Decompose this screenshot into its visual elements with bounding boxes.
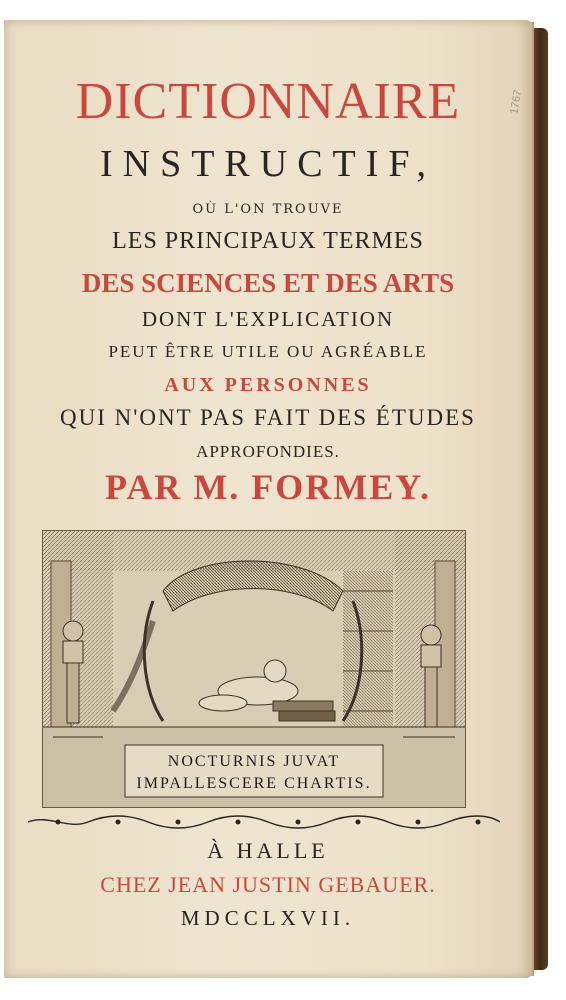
- subtitle-line-approfondies: APPROFONDIES.: [196, 442, 340, 461]
- book-spine: [532, 28, 548, 970]
- subtitle-line-etudes: QUI N'ONT PAS FAIT DES ÉTUDES: [60, 405, 476, 430]
- author-line: PAR M. FORMEY.: [105, 467, 431, 507]
- title-line-instructif: INSTRUCTIF,: [99, 143, 437, 185]
- pencil-annotation: 1767: [508, 88, 525, 116]
- title-line-dictionnaire: DICTIONNAIRE: [75, 73, 461, 130]
- imprint-year: MDCCLXVII.: [180, 906, 356, 930]
- subtitle-line-principaux-termes: LES PRINCIPAUX TERMES: [112, 228, 424, 254]
- vignette-motto-line1: NOCTURNIS JUVAT: [167, 753, 341, 770]
- imprint-publisher: CHEZ JEAN JUSTIN GEBAUER.: [100, 872, 436, 897]
- printers-ornament-rule: [28, 812, 500, 832]
- imprint-place: À HALLE: [207, 838, 329, 863]
- vignette-motto-line2: IMPALLESCERE CHARTIS.: [136, 775, 372, 792]
- engraved-vignette: [42, 530, 466, 808]
- title-page: [4, 20, 532, 978]
- subtitle-line-personnes: AUX PERSONNES: [164, 374, 372, 396]
- subtitle-line-sciences-arts: DES SCIENCES ET DES ARTS: [81, 268, 455, 298]
- subtitle-line-ou-lon-trouve: OÙ L'ON TROUVE: [192, 202, 344, 217]
- subtitle-line-utile: PEUT ÊTRE UTILE OU AGRÉABLE: [108, 342, 428, 361]
- subtitle-line-explication: DONT L'EXPLICATION: [141, 307, 395, 331]
